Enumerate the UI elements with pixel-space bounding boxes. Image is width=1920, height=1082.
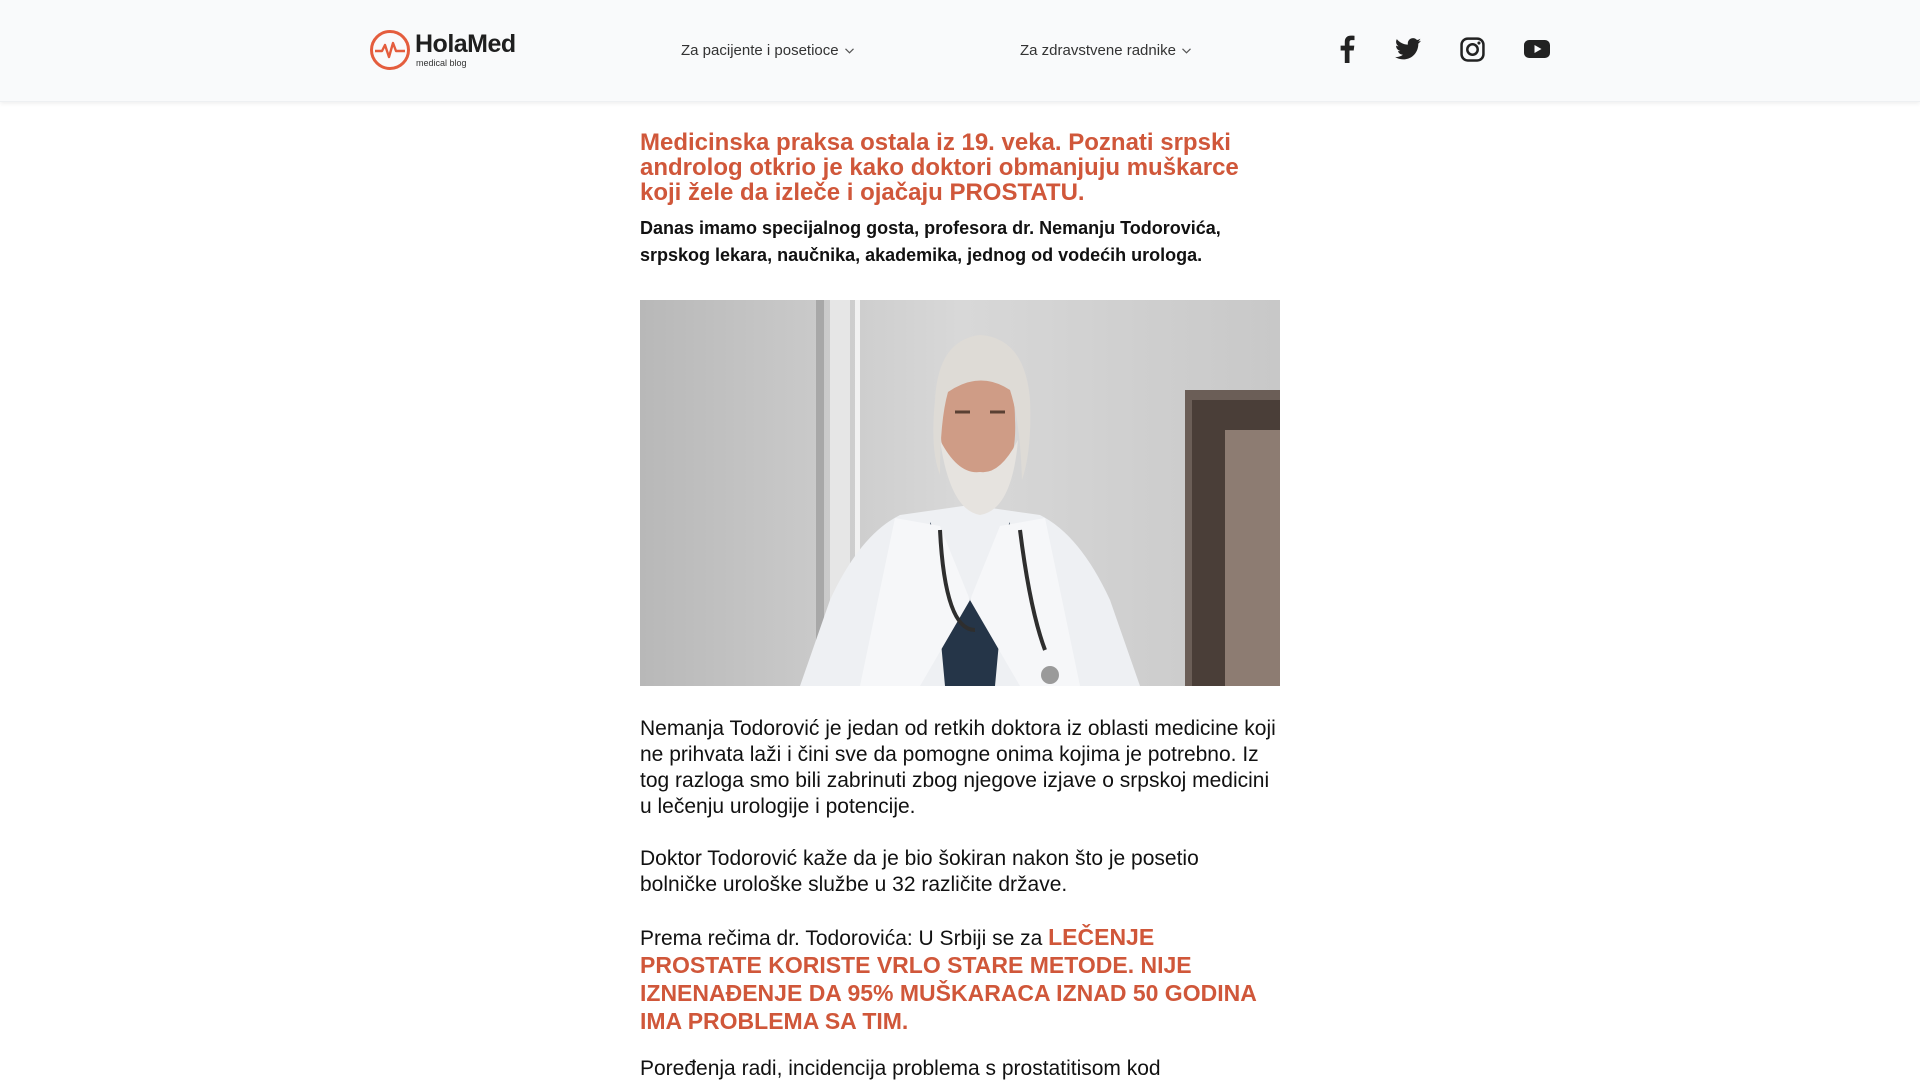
article-paragraph: Nemanja Todorović je jedan od retkih doktora iz oblasti medicine koji ne prihvata laži i čini sve da pomogne onima kojima je potrebno. Iz tog razloga smo bili zabrinuti zbog njegove izjave o srpskoj medicini u lečenju urologije i potencije. [640,717,1276,818]
article-lead: Danas imamo specijalnog gosta, profesora dr. Nemanju Todorovića, srpskog lekara, naučnika, akademika, jednog od vodećih urologa. [640,218,1221,265]
article-paragraph [640,924,1280,1036]
article-headline: Medicinska praksa ostala iz 19. veka. Poznati srpski androlog otkrio je kako doktori obmanjuju muškarce koji žele da izleče i ojačaju PROSTATU. [640,129,1239,206]
nav-item-patients[interactable] [681,42,854,59]
heartbeat-icon [370,30,410,70]
youtube-icon[interactable] [1522,34,1552,64]
brand-tagline: medical blog [416,58,467,68]
instagram-icon[interactable] [1457,34,1487,64]
article [640,129,1280,1080]
chevron-down-icon [1182,48,1191,54]
chevron-down-icon [845,48,854,54]
facebook-icon[interactable] [1332,34,1362,64]
article-paragraph: Doktor Todorović kaže da je bio šokiran nakon što je posetio bolničke urološke službe u 32 različite države. [640,847,1199,896]
doctor-photo [640,300,1280,686]
nav-item-health-workers[interactable] [1020,42,1191,59]
article-paragraph: Poređenja radi, incidencija problema s prostatitisom kod [640,1057,1161,1080]
paragraph-intro: Prema rečima dr. Todorovića: U Srbiji se za [640,927,1049,950]
logo-text [415,32,516,68]
nav-item-label: Za pacijente i posetioce [681,42,839,59]
holamed-logo[interactable] [370,28,516,72]
highlighted-claim: LEČENJE PROSTATE KORISTE VRLO STARE METODE. NIJE IZNENAĐENJE DA 95% MUŠKARACA IZNAD 50 GODINA IMA PROBLEMA SA TIM. [640,924,1256,1034]
twitter-icon[interactable] [1393,34,1423,64]
brand-name: HolaMed [415,30,516,58]
nav-item-label: Za zdravstvene radnike [1020,42,1176,59]
site-header [0,0,1920,102]
